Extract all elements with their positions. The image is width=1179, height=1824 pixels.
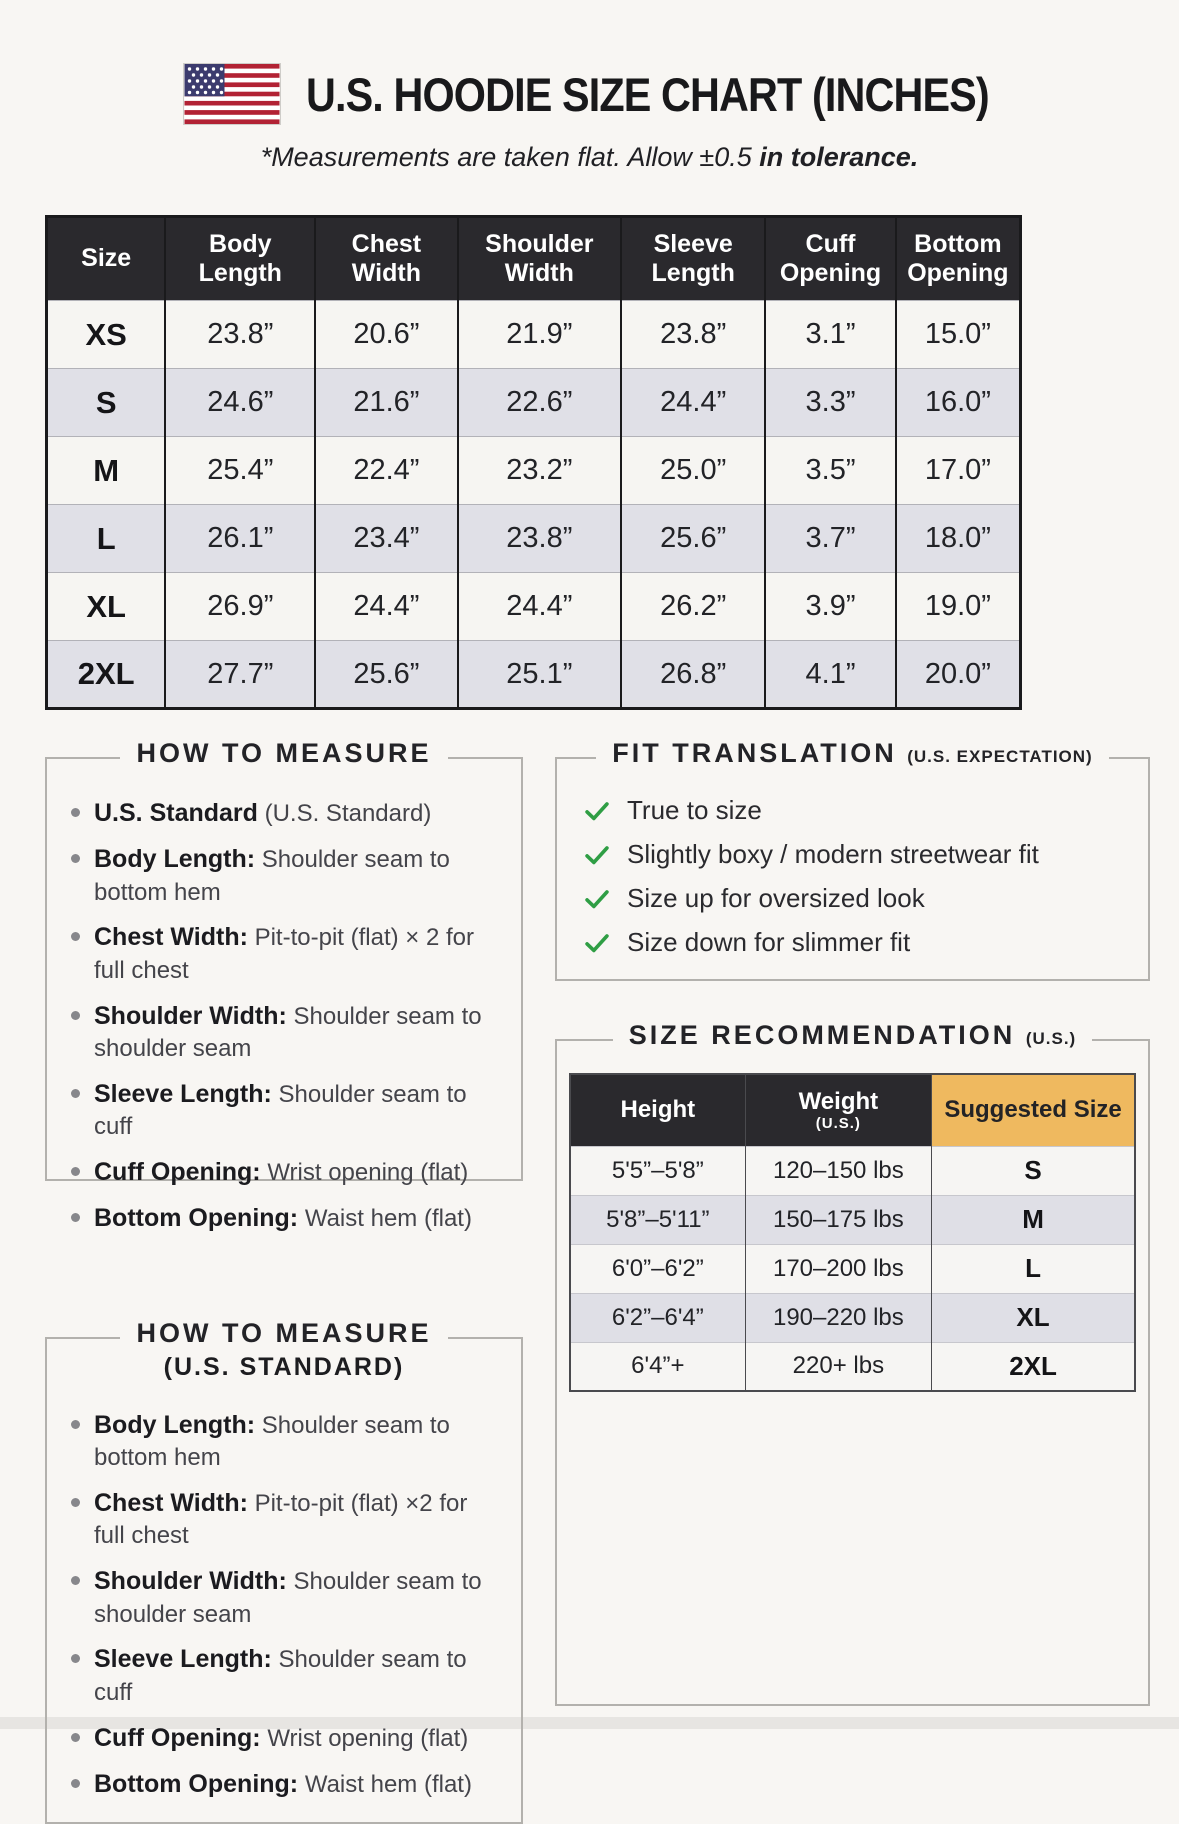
size-recommendation-box [555,1020,1150,1706]
measure-item [71,1565,503,1630]
rec-size-cell: L [932,1244,1135,1293]
rec-size-cell: M [932,1195,1135,1244]
measurement-cell: 25.1” [458,641,622,709]
measurement-cell: 23.4” [315,505,457,573]
measure-item-desc: Shoulder seam to shoulder seam [94,1568,482,1628]
rec-col-height: Height [570,1074,745,1146]
details-columns [45,738,1150,1798]
how-to-measure-us-box [45,1318,523,1824]
rec-table-row [570,1195,1135,1244]
measurement-cell: 26.8” [621,641,765,709]
measure-item-text [94,1487,503,1552]
fit-item [583,839,1134,870]
size-table-header-row [47,217,1021,301]
bullet-dot-icon [71,932,80,941]
size-column-header: Bottom Opening [896,217,1021,301]
rec-size-cell: XL [932,1293,1135,1342]
measure-item-label: Chest Width: [94,1489,248,1518]
bullet-dot-icon [71,1498,80,1507]
measure-item-text [94,1565,503,1630]
fit-item-text: Slightly boxy / modern streetwear fit [627,839,1039,869]
size-column-header: Size [47,217,166,301]
fit-item [583,795,1134,826]
measure-item [71,1487,503,1552]
fit-translation-heading: FIT TRANSLATION (U.S. EXPECTATION) [557,738,1148,769]
size-table-row [47,641,1021,709]
check-icon [583,885,611,913]
fit-item [583,883,1134,914]
rec-size-cell: S [932,1146,1135,1195]
page-header [0,64,1179,124]
measure-item-desc: Shoulder seam to bottom hem [94,846,450,906]
rec-weight-cell: 190–220 lbs [745,1293,931,1342]
measurement-cell: 3.1” [765,301,896,369]
measure-item-label: Chest Width: [94,923,248,952]
measurement-cell: 3.9” [765,573,896,641]
measure-item-desc: Shoulder seam to shoulder seam [94,1002,482,1062]
measure-item-desc: Shoulder seam to cuff [94,1080,467,1140]
bullet-dot-icon [71,1089,80,1098]
measure-item [71,1722,503,1755]
measurement-cell: 24.4” [621,369,765,437]
measurement-cell: 20.6” [315,301,457,369]
measure-item-text [94,1643,503,1708]
measure-item-label: Sleeve Length: [94,1079,272,1108]
measure-item [71,797,503,830]
us-flag-icon [184,64,280,124]
tolerance-note [0,142,1179,173]
measure-item [71,1156,503,1189]
size-column-header: Cuff Opening [765,217,896,301]
size-label-cell: M [93,452,120,488]
measure-item-text [94,1768,472,1801]
measure-item-text [94,1409,503,1474]
size-label-cell: S [95,384,117,420]
bullet-dot-icon [71,1654,80,1663]
size-recommendation-subheading: (U.S.) [1025,1029,1077,1048]
size-column-header: Chest Width [315,217,457,301]
fit-item-text: Size down for slimmer fit [627,927,911,957]
rec-height-cell: 6'2”–6'4” [611,1303,704,1331]
measurement-cell: 21.6” [315,369,457,437]
page-title: U.S. HOODIE SIZE CHART (INCHES) [305,67,989,121]
measure-item-label: Cuff Opening: [94,1723,261,1752]
measure-item [71,921,503,986]
measure-item-desc: Pit-to-pit (flat) × 2 for full chest [94,924,474,984]
measure-item-desc: Waist hem (flat) [304,1205,472,1233]
measurement-cell: 4.1” [765,641,896,709]
measurement-cell: 26.1” [165,505,315,573]
size-table-row [47,301,1021,369]
measure-item-desc: Wrist opening (flat) [267,1158,469,1186]
size-recommendation-heading: SIZE RECOMMENDATION (U.S.) [557,1020,1148,1051]
how-to-measure-box [45,738,523,1233]
measurement-cell: 3.7” [765,505,896,573]
rec-table-row [570,1342,1135,1391]
size-recommendation-table [569,1073,1136,1392]
check-icon [583,797,611,825]
measurement-cell: 25.0” [621,437,765,505]
measure-item-desc: Waist hem (flat) [304,1770,472,1798]
measure-item-label: Shoulder Width: [94,1567,287,1596]
measurement-cell: 25.6” [621,505,765,573]
measure-item [71,1643,503,1708]
measure-item-label: Body Length: [94,845,256,874]
measure-item [71,1202,503,1235]
measurement-cell: 25.6” [315,641,457,709]
fit-translation-subheading: (U.S. EXPECTATION) [907,747,1093,766]
measure-item-desc: Shoulder seam to bottom hem [94,1412,450,1472]
bullet-dot-icon [71,854,80,863]
measurement-cell: 26.9” [165,573,315,641]
size-column-header: Shoulder Width [458,217,622,301]
rec-height-cell: 5'8”–5'11” [606,1205,710,1233]
how-to-measure-heading: HOW TO MEASURE [47,738,521,769]
measure-item-text [94,1202,472,1235]
check-icon [583,841,611,869]
measure-item-text [94,843,503,908]
measure-item-text [94,1156,468,1189]
bullet-dot-icon [71,1011,80,1020]
tolerance-note-text: *Measurements are taken flat. Allow ±0.5 [260,142,752,172]
measurement-cell: 22.4” [315,437,457,505]
measurement-cell: 23.8” [621,301,765,369]
measurement-cell: 24.4” [315,573,457,641]
size-label-cell: 2XL [77,656,135,691]
measurement-cell: 24.6” [165,369,315,437]
rec-col-suggested: Suggested Size [932,1074,1135,1146]
size-table-row [47,369,1021,437]
measurement-cell: 20.0” [896,641,1021,709]
measure-item-label: Sleeve Length: [94,1645,272,1674]
measurement-cell: 23.8” [458,505,622,573]
rec-height-cell: 6'0”–6'2” [611,1254,704,1282]
measure-item-desc: Wrist opening (flat) [267,1724,469,1752]
fit-item-text: Size up for oversized look [627,883,925,913]
measurement-cell: 15.0” [896,301,1021,369]
measurement-cell: 23.2” [458,437,622,505]
measurement-cell: 25.4” [165,437,315,505]
fit-item [583,927,1134,958]
size-chart-table [45,215,1022,710]
size-column-header: Body Length [165,217,315,301]
how-to-measure-us-heading: HOW TO MEASURE (U.S. STANDARD) [47,1318,521,1382]
bullet-dot-icon [71,1420,80,1429]
size-table-row [47,505,1021,573]
measure-item-desc: (U.S. Standard) [264,800,432,827]
measurement-cell: 17.0” [896,437,1021,505]
measure-item-label: Shoulder Width: [94,1001,287,1030]
measurement-cell: 23.8” [165,301,315,369]
fit-item-text: True to size [627,795,762,825]
measure-item-label: Cuff Opening: [94,1157,261,1186]
measurement-cell: 22.6” [458,369,622,437]
measure-item [71,843,503,908]
measure-item-label: Bottom Opening: [94,1204,299,1233]
size-label-cell: XL [86,588,126,624]
check-icon [583,929,611,957]
rec-weight-cell: 120–150 lbs [745,1146,931,1195]
rec-weight-cell: 170–200 lbs [745,1244,931,1293]
measurement-cell: 19.0” [896,573,1021,641]
size-table-row [47,437,1021,505]
rec-table-row [570,1244,1135,1293]
bullet-dot-icon [71,1779,80,1788]
bullet-dot-icon [71,1213,80,1222]
size-label-cell: XS [85,316,127,352]
bullet-dot-icon [71,1733,80,1742]
measurement-cell: 27.7” [165,641,315,709]
measurement-cell: 3.5” [765,437,896,505]
measurement-cell: 16.0” [896,369,1021,437]
rec-col-weight: Weight (U.S.) [745,1074,931,1146]
size-table-row [47,573,1021,641]
size-label-cell: L [96,520,116,556]
measure-item [71,1078,503,1143]
rec-weight-cell: 150–175 lbs [745,1195,931,1244]
measure-item [71,1768,503,1801]
bullet-dot-icon [71,1167,80,1176]
rec-table-row [570,1293,1135,1342]
measure-item-desc: Shoulder seam to cuff [94,1646,467,1706]
measure-item-text [94,921,503,986]
rec-table-row [570,1146,1135,1195]
measure-item-label: Body Length: [94,1411,256,1439]
bullet-dot-icon [71,808,80,817]
rec-height-cell: 6'4”+ [631,1352,685,1380]
measure-item-text [94,1722,468,1755]
measure-item-text [94,797,431,830]
rec-height-cell: 5'5”–5'8” [611,1156,704,1184]
measure-item [71,1000,503,1065]
measurement-cell: 26.2” [621,573,765,641]
measurement-cell: 21.9” [458,301,622,369]
tolerance-note-bold: in tolerance. [759,142,919,172]
rec-size-cell: 2XL [932,1342,1135,1391]
measure-item-desc: Pit-to-pit (flat) ×2 for full chest [94,1490,468,1550]
measure-item-text [94,1078,503,1143]
measure-item-label: U.S. Standard [94,799,258,827]
rec-weight-cell: 220+ lbs [745,1342,931,1391]
rec-header-row [570,1074,1135,1146]
fit-translation-box [555,738,1150,981]
measurement-cell: 24.4” [458,573,622,641]
measure-item-label: Bottom Opening: [94,1769,299,1798]
size-column-header: Sleeve Length [621,217,765,301]
measure-item-text [94,1000,503,1065]
bullet-dot-icon [71,1576,80,1585]
measurement-cell: 18.0” [896,505,1021,573]
measure-item [71,1409,503,1474]
measurement-cell: 3.3” [765,369,896,437]
